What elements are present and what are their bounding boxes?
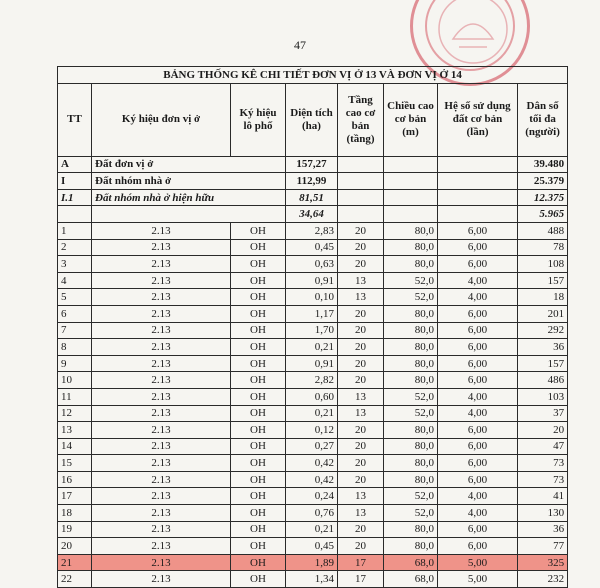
table-row xyxy=(58,355,568,372)
cell-area: 0,21 xyxy=(286,521,338,538)
cell-floors: 20 xyxy=(338,422,384,439)
cell-area: 0,27 xyxy=(286,438,338,455)
cell-tt: 7 xyxy=(58,322,92,339)
table-row xyxy=(58,339,568,356)
cell-height: 80,0 xyxy=(384,372,438,389)
summary-tt: I.1 xyxy=(58,189,92,206)
empty-cell xyxy=(338,189,384,206)
cell-height: 52,0 xyxy=(384,405,438,422)
cell-tt: 1 xyxy=(58,222,92,239)
summary-label: Đất đơn vị ở xyxy=(92,156,286,173)
cell-area: 2,83 xyxy=(286,222,338,239)
cell-population: 103 xyxy=(518,388,568,405)
table-row xyxy=(58,272,568,289)
header-lot: Ký hiệu lô phố xyxy=(231,83,286,156)
table-row xyxy=(58,471,568,488)
cell-floors: 13 xyxy=(338,388,384,405)
cell-height: 80,0 xyxy=(384,239,438,256)
cell-tt: 21 xyxy=(58,554,92,571)
cell-ratio: 6,00 xyxy=(438,305,518,322)
cell-area: 0,45 xyxy=(286,538,338,555)
cell-unit: 2.13 xyxy=(92,405,231,422)
cell-tt: 2 xyxy=(58,239,92,256)
cell-floors: 20 xyxy=(338,339,384,356)
summary-row xyxy=(58,173,568,190)
cell-lot: OH xyxy=(231,388,286,405)
cell-ratio: 6,00 xyxy=(438,322,518,339)
empty-cell xyxy=(384,189,438,206)
cell-height: 80,0 xyxy=(384,305,438,322)
cell-ratio: 6,00 xyxy=(438,455,518,472)
table-row xyxy=(58,372,568,389)
cell-lot: OH xyxy=(231,505,286,522)
cell-lot: OH xyxy=(231,422,286,439)
empty-cell xyxy=(438,173,518,190)
summary-tt: I xyxy=(58,173,92,190)
cell-height: 80,0 xyxy=(384,455,438,472)
cell-tt: 20 xyxy=(58,538,92,555)
summary-population: 5.965 xyxy=(518,206,568,223)
summary-row xyxy=(58,206,568,223)
cell-height: 80,0 xyxy=(384,222,438,239)
table-row xyxy=(58,289,568,306)
cell-floors: 20 xyxy=(338,355,384,372)
cell-population: 36 xyxy=(518,339,568,356)
cell-tt: 10 xyxy=(58,372,92,389)
cell-population: 18 xyxy=(518,289,568,306)
summary-area: 112,99 xyxy=(286,173,338,190)
cell-unit: 2.13 xyxy=(92,488,231,505)
cell-ratio: 6,00 xyxy=(438,372,518,389)
cell-area: 0,76 xyxy=(286,505,338,522)
cell-unit: 2.13 xyxy=(92,339,231,356)
cell-tt: 13 xyxy=(58,422,92,439)
table-row xyxy=(58,222,568,239)
cell-lot: OH xyxy=(231,405,286,422)
cell-population: 37 xyxy=(518,405,568,422)
header-area: Diện tích (ha) xyxy=(286,83,338,156)
cell-lot: OH xyxy=(231,272,286,289)
cell-lot: OH xyxy=(231,438,286,455)
cell-unit: 2.13 xyxy=(92,388,231,405)
table-row xyxy=(58,322,568,339)
cell-floors: 20 xyxy=(338,438,384,455)
cell-lot: OH xyxy=(231,521,286,538)
cell-ratio: 6,00 xyxy=(438,355,518,372)
cell-area: 2,82 xyxy=(286,372,338,389)
summary-tt xyxy=(58,206,92,223)
cell-ratio: 6,00 xyxy=(438,538,518,555)
table-title: BẢNG THỐNG KÊ CHI TIẾT ĐƠN VỊ Ở 13 VÀ ĐƠN VỊ Ở 14 xyxy=(58,67,568,84)
cell-population: 78 xyxy=(518,239,568,256)
empty-cell xyxy=(438,206,518,223)
cell-lot: OH xyxy=(231,554,286,571)
summary-area: 157,27 xyxy=(286,156,338,173)
cell-tt: 22 xyxy=(58,571,92,588)
cell-lot: OH xyxy=(231,305,286,322)
cell-area: 0,12 xyxy=(286,422,338,439)
cell-population: 77 xyxy=(518,538,568,555)
table-row-highlighted xyxy=(58,554,568,571)
cell-height: 52,0 xyxy=(384,488,438,505)
cell-height: 80,0 xyxy=(384,339,438,356)
table-row xyxy=(58,488,568,505)
table-row xyxy=(58,455,568,472)
cell-floors: 17 xyxy=(338,571,384,588)
empty-cell xyxy=(438,156,518,173)
cell-ratio: 4,00 xyxy=(438,488,518,505)
cell-height: 80,0 xyxy=(384,538,438,555)
summary-population: 39.480 xyxy=(518,156,568,173)
cell-unit: 2.13 xyxy=(92,289,231,306)
cell-unit: 2.13 xyxy=(92,521,231,538)
cell-floors: 20 xyxy=(338,538,384,555)
summary-label: Đất nhóm nhà ở hiện hữu xyxy=(92,189,286,206)
cell-ratio: 6,00 xyxy=(438,222,518,239)
cell-ratio: 4,00 xyxy=(438,505,518,522)
cell-height: 80,0 xyxy=(384,322,438,339)
cell-ratio: 6,00 xyxy=(438,471,518,488)
empty-cell xyxy=(384,173,438,190)
cell-population: 488 xyxy=(518,222,568,239)
cell-ratio: 6,00 xyxy=(438,256,518,273)
cell-unit: 2.13 xyxy=(92,422,231,439)
summary-area: 34,64 xyxy=(286,206,338,223)
cell-height: 52,0 xyxy=(384,272,438,289)
cell-area: 1,70 xyxy=(286,322,338,339)
cell-population: 73 xyxy=(518,471,568,488)
cell-unit: 2.13 xyxy=(92,272,231,289)
cell-tt: 8 xyxy=(58,339,92,356)
cell-ratio: 5,00 xyxy=(438,554,518,571)
cell-area: 0,10 xyxy=(286,289,338,306)
table-row xyxy=(58,538,568,555)
cell-lot: OH xyxy=(231,355,286,372)
cell-floors: 20 xyxy=(338,305,384,322)
summary-label: Đất nhóm nhà ở xyxy=(92,173,286,190)
cell-floors: 17 xyxy=(338,554,384,571)
cell-unit: 2.13 xyxy=(92,239,231,256)
cell-floors: 20 xyxy=(338,322,384,339)
cell-area: 0,42 xyxy=(286,471,338,488)
summary-row xyxy=(58,156,568,173)
table-row xyxy=(58,405,568,422)
cell-ratio: 6,00 xyxy=(438,521,518,538)
cell-tt: 14 xyxy=(58,438,92,455)
cell-population: 108 xyxy=(518,256,568,273)
cell-ratio: 4,00 xyxy=(438,289,518,306)
cell-tt: 4 xyxy=(58,272,92,289)
cell-unit: 2.13 xyxy=(92,471,231,488)
cell-height: 80,0 xyxy=(384,438,438,455)
cell-tt: 3 xyxy=(58,256,92,273)
table-row xyxy=(58,571,568,588)
cell-ratio: 6,00 xyxy=(438,422,518,439)
cell-population: 73 xyxy=(518,455,568,472)
cell-population: 20 xyxy=(518,422,568,439)
cell-ratio: 4,00 xyxy=(438,272,518,289)
statistics-table xyxy=(57,66,568,588)
cell-area: 1,34 xyxy=(286,571,338,588)
cell-population: 232 xyxy=(518,571,568,588)
cell-population: 292 xyxy=(518,322,568,339)
cell-lot: OH xyxy=(231,256,286,273)
summary-area: 81,51 xyxy=(286,189,338,206)
cell-floors: 20 xyxy=(338,239,384,256)
cell-tt: 15 xyxy=(58,455,92,472)
cell-ratio: 6,00 xyxy=(438,438,518,455)
cell-area: 0,45 xyxy=(286,239,338,256)
cell-lot: OH xyxy=(231,222,286,239)
table-body xyxy=(58,156,568,587)
cell-unit: 2.13 xyxy=(92,538,231,555)
cell-floors: 13 xyxy=(338,488,384,505)
empty-cell xyxy=(438,189,518,206)
empty-cell xyxy=(338,156,384,173)
cell-floors: 13 xyxy=(338,272,384,289)
cell-ratio: 4,00 xyxy=(438,405,518,422)
table-row xyxy=(58,239,568,256)
cell-unit: 2.13 xyxy=(92,438,231,455)
cell-ratio: 6,00 xyxy=(438,339,518,356)
cell-height: 68,0 xyxy=(384,571,438,588)
cell-ratio: 5,00 xyxy=(438,571,518,588)
cell-unit: 2.13 xyxy=(92,372,231,389)
cell-tt: 17 xyxy=(58,488,92,505)
cell-height: 52,0 xyxy=(384,505,438,522)
cell-floors: 13 xyxy=(338,505,384,522)
cell-population: 41 xyxy=(518,488,568,505)
cell-tt: 19 xyxy=(58,521,92,538)
cell-area: 0,21 xyxy=(286,339,338,356)
cell-tt: 12 xyxy=(58,405,92,422)
cell-unit: 2.13 xyxy=(92,571,231,588)
cell-height: 80,0 xyxy=(384,256,438,273)
cell-population: 36 xyxy=(518,521,568,538)
empty-cell xyxy=(384,206,438,223)
cell-tt: 5 xyxy=(58,289,92,306)
cell-floors: 20 xyxy=(338,372,384,389)
table-row xyxy=(58,388,568,405)
cell-floors: 13 xyxy=(338,289,384,306)
cell-lot: OH xyxy=(231,538,286,555)
table-row xyxy=(58,422,568,439)
header-height: Chiều cao cơ bản (m) xyxy=(384,83,438,156)
cell-ratio: 4,00 xyxy=(438,388,518,405)
empty-cell xyxy=(338,206,384,223)
header-ratio: Hệ số sử dụng đất cơ bản (lần) xyxy=(438,83,518,156)
cell-area: 1,17 xyxy=(286,305,338,322)
table-row xyxy=(58,438,568,455)
cell-ratio: 6,00 xyxy=(438,239,518,256)
cell-area: 0,60 xyxy=(286,388,338,405)
cell-tt: 9 xyxy=(58,355,92,372)
header-tt: TT xyxy=(58,83,92,156)
cell-lot: OH xyxy=(231,322,286,339)
cell-lot: OH xyxy=(231,239,286,256)
cell-floors: 20 xyxy=(338,222,384,239)
cell-area: 0,91 xyxy=(286,272,338,289)
cell-population: 486 xyxy=(518,372,568,389)
cell-height: 80,0 xyxy=(384,355,438,372)
cell-lot: OH xyxy=(231,488,286,505)
cell-area: 0,24 xyxy=(286,488,338,505)
cell-floors: 13 xyxy=(338,405,384,422)
cell-lot: OH xyxy=(231,571,286,588)
cell-floors: 20 xyxy=(338,521,384,538)
cell-population: 325 xyxy=(518,554,568,571)
cell-unit: 2.13 xyxy=(92,505,231,522)
cell-floors: 20 xyxy=(338,256,384,273)
cell-floors: 20 xyxy=(338,471,384,488)
cell-tt: 11 xyxy=(58,388,92,405)
cell-height: 80,0 xyxy=(384,471,438,488)
empty-cell xyxy=(384,156,438,173)
cell-population: 157 xyxy=(518,272,568,289)
cell-height: 80,0 xyxy=(384,422,438,439)
cell-area: 0,63 xyxy=(286,256,338,273)
cell-height: 80,0 xyxy=(384,521,438,538)
cell-unit: 2.13 xyxy=(92,222,231,239)
header-unit: Ký hiệu đơn vị ở xyxy=(92,83,231,156)
cell-area: 1,89 xyxy=(286,554,338,571)
summary-population: 12.375 xyxy=(518,189,568,206)
cell-unit: 2.13 xyxy=(92,322,231,339)
summary-population: 25.379 xyxy=(518,173,568,190)
cell-lot: OH xyxy=(231,471,286,488)
cell-lot: OH xyxy=(231,372,286,389)
cell-tt: 6 xyxy=(58,305,92,322)
table-row xyxy=(58,256,568,273)
cell-population: 47 xyxy=(518,438,568,455)
cell-unit: 2.13 xyxy=(92,256,231,273)
cell-area: 0,42 xyxy=(286,455,338,472)
cell-lot: OH xyxy=(231,455,286,472)
cell-population: 130 xyxy=(518,505,568,522)
cell-height: 68,0 xyxy=(384,554,438,571)
summary-row xyxy=(58,189,568,206)
cell-tt: 16 xyxy=(58,471,92,488)
cell-unit: 2.13 xyxy=(92,554,231,571)
cell-height: 52,0 xyxy=(384,388,438,405)
page-number: 47 xyxy=(294,38,306,52)
cell-lot: OH xyxy=(231,289,286,306)
summary-label xyxy=(92,206,286,223)
table-row xyxy=(58,505,568,522)
header-population: Dân số tối đa (người) xyxy=(518,83,568,156)
cell-lot: OH xyxy=(231,339,286,356)
header-floors: Tầng cao cơ bản (tầng) xyxy=(338,83,384,156)
empty-cell xyxy=(338,173,384,190)
table-row xyxy=(58,305,568,322)
cell-height: 52,0 xyxy=(384,289,438,306)
cell-unit: 2.13 xyxy=(92,455,231,472)
cell-tt: 18 xyxy=(58,505,92,522)
cell-population: 201 xyxy=(518,305,568,322)
cell-unit: 2.13 xyxy=(92,305,231,322)
cell-population: 157 xyxy=(518,355,568,372)
table-row xyxy=(58,521,568,538)
cell-area: 0,91 xyxy=(286,355,338,372)
cell-area: 0,21 xyxy=(286,405,338,422)
summary-tt: A xyxy=(58,156,92,173)
cell-unit: 2.13 xyxy=(92,355,231,372)
cell-floors: 20 xyxy=(338,455,384,472)
